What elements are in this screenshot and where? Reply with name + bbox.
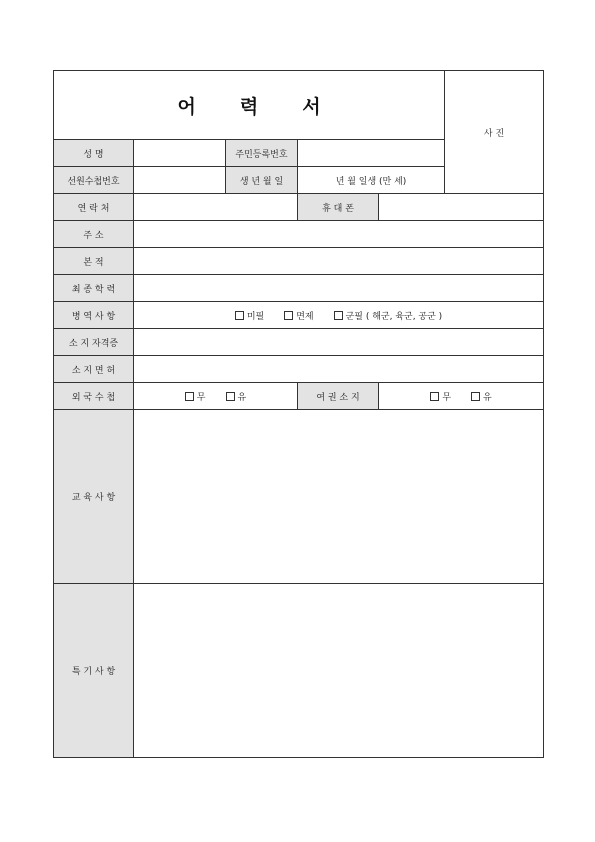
photo-box[interactable] [445, 71, 544, 194]
checkbox-icon[interactable] [235, 311, 244, 320]
military-option-exempt[interactable]: 면제 [284, 312, 313, 322]
checkbox-icon[interactable] [284, 311, 293, 320]
name-field[interactable] [134, 140, 226, 167]
military-field [134, 302, 544, 329]
foreign-ship-label: 외 국 수 첩 [54, 383, 134, 410]
title-char-1: 어 [177, 95, 196, 118]
mobile-field[interactable] [379, 194, 544, 221]
title-char-3: 서 [302, 95, 321, 118]
title-char-2: 력 [239, 95, 259, 118]
resident-no-field[interactable] [298, 140, 445, 167]
birth-field[interactable]: 년 월 일생 (만 세) [298, 167, 445, 194]
military-option-served[interactable]: 군필 ( 해군, 육군, 공군 ) [334, 312, 443, 322]
final-education-label: 최 종 학 력 [54, 275, 134, 302]
driver-license-field[interactable] [134, 356, 544, 383]
notes-field[interactable] [134, 584, 544, 758]
foreign-ship-field [134, 383, 298, 410]
resident-no-label: 주민등록번호 [226, 140, 298, 167]
birth-label: 생 년 월 일 [226, 167, 298, 194]
contact-label: 연 락 처 [54, 194, 134, 221]
checkbox-icon[interactable] [185, 392, 194, 401]
certificates-field[interactable] [134, 329, 544, 356]
photo-label: 사 진 [483, 128, 505, 139]
checkbox-icon[interactable] [471, 392, 480, 401]
driver-license-label: 소 지 면 허 [54, 356, 134, 383]
document-title [54, 92, 444, 119]
resume-form [53, 70, 544, 758]
address-label: 주 소 [54, 221, 134, 248]
passport-field [379, 383, 544, 410]
passport-option-yes[interactable]: 유 [471, 393, 492, 403]
checkbox-icon[interactable] [334, 311, 343, 320]
notes-label: 특 기 사 항 [54, 584, 134, 758]
military-label: 병 역 사 항 [54, 302, 134, 329]
name-label: 성 명 [54, 140, 134, 167]
foreign-option-yes[interactable]: 유 [226, 393, 247, 403]
origin-field[interactable] [134, 248, 544, 275]
education-label: 교 육 사 항 [54, 410, 134, 584]
education-field[interactable] [134, 410, 544, 584]
final-education-field[interactable] [134, 275, 544, 302]
passport-option-no[interactable]: 무 [430, 393, 451, 403]
military-option-unserved[interactable]: 미필 [235, 312, 264, 322]
origin-label: 본 적 [54, 248, 134, 275]
address-field[interactable] [134, 221, 544, 248]
mobile-label: 휴 대 폰 [298, 194, 379, 221]
passport-label: 여 권 소 지 [298, 383, 379, 410]
title-cell [54, 71, 445, 140]
ship-no-label: 선원수첩번호 [54, 167, 134, 194]
certificates-label: 소 지 자격증 [54, 329, 134, 356]
foreign-option-no[interactable]: 무 [185, 393, 206, 403]
contact-field[interactable] [134, 194, 298, 221]
ship-no-field[interactable] [134, 167, 226, 194]
checkbox-icon[interactable] [430, 392, 439, 401]
checkbox-icon[interactable] [226, 392, 235, 401]
